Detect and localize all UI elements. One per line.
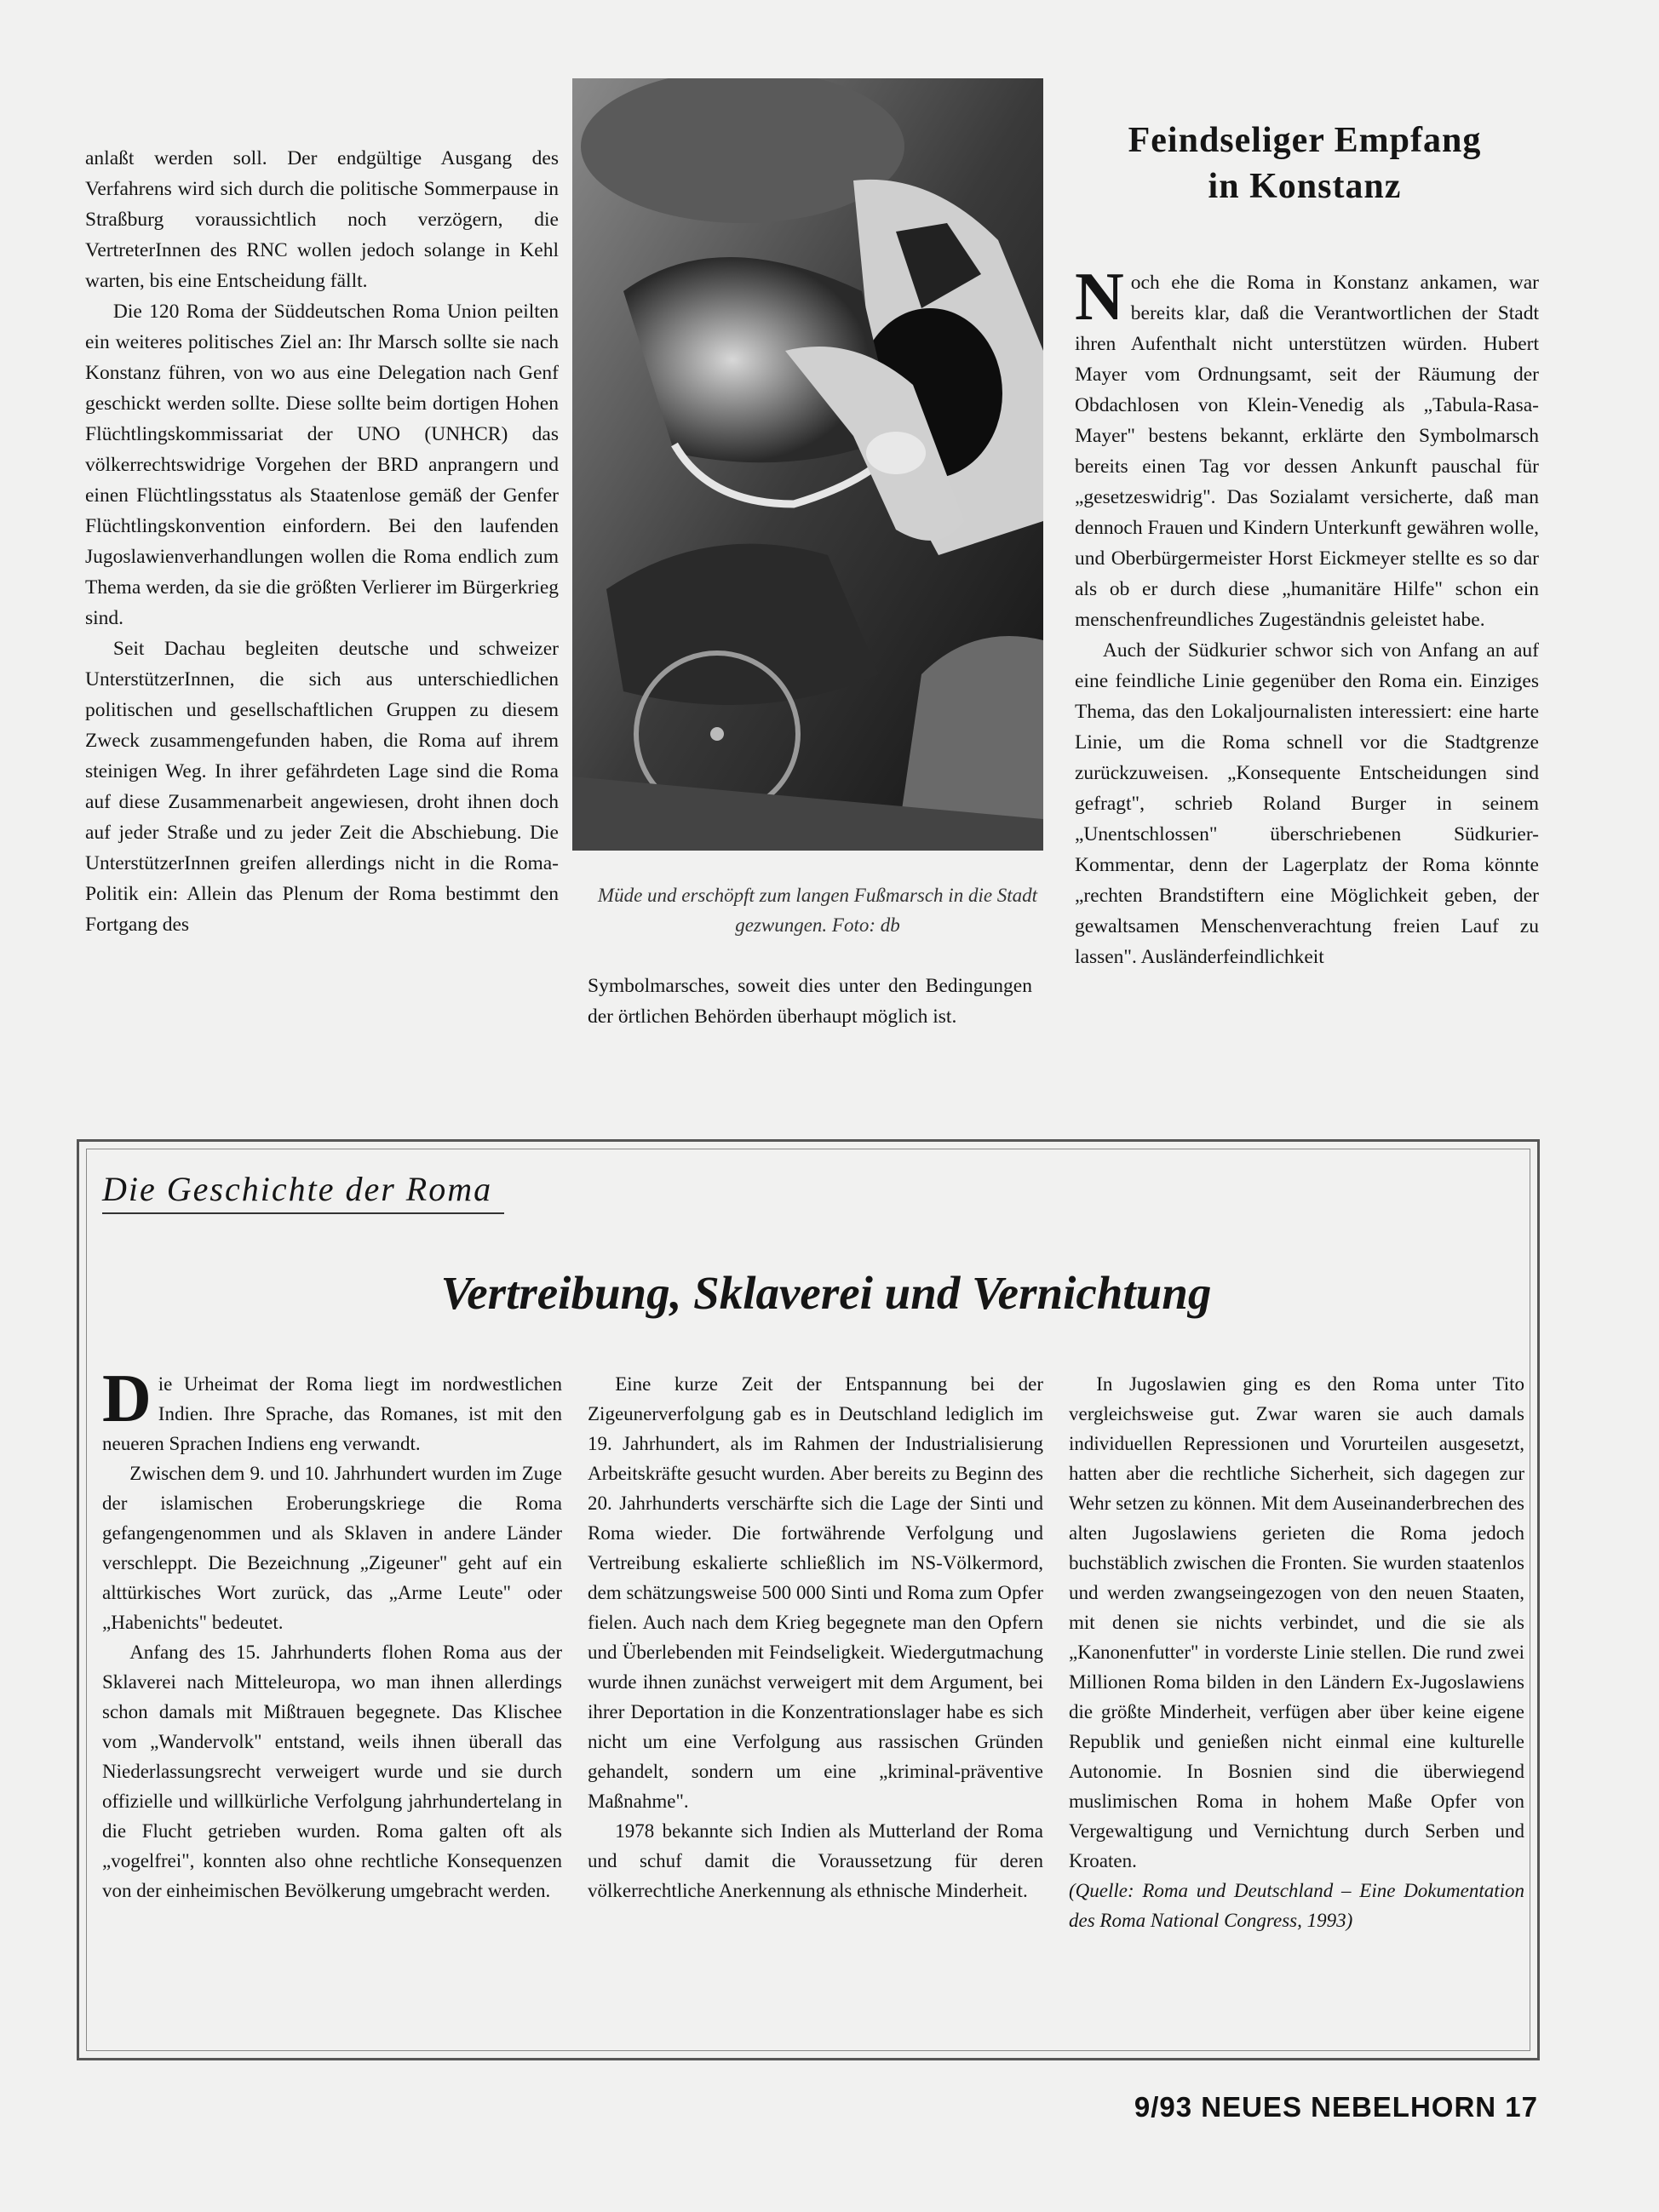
dropcap: D	[102, 1361, 152, 1436]
article-paragraph: Anfang des 15. Jahrhunderts flohen Roma aus der Sklaverei nach Mitteleuropa, wo man ihnen allerdings schon damals mit Mißtrauen begegnete. Das Klischee vom „Wandervolk" entstand, weils ihnen überall das Niederlassungsrecht verweigert wurde und sie durch offizielle und willkürliche Verfolgung jahrhundertelang in die Flucht getrieben wurden. Roma galten oft als „vogelfrei", konnten also ohne rechtliche Konsequenzen von der einheimischen Bevölkerung umgebracht werden.	[102, 1642, 562, 1901]
article-paragraph: Zwischen dem 9. und 10. Jahrhundert wurden im Zuge der islamischen Eroberungskriege die Roma gefangengenommen und als Sklaven in andere Länder verschleppt. Die Bezeichnung „Zigeuner" geht auf ein alttürkisches Wort zurück, das „Arme Leute" oder „Habenichts" bedeutet.	[102, 1463, 562, 1633]
history-column-1	[102, 1361, 562, 1905]
kicker-rule	[102, 1212, 504, 1214]
article-paragraph	[102, 1361, 562, 1458]
middle-column	[588, 971, 1032, 1032]
dropcap: N	[1075, 260, 1124, 335]
article-paragraph	[1075, 260, 1539, 635]
box-headline: Vertreibung, Sklaverei und Vernichtung	[440, 1267, 1212, 1319]
paragraph-text: och ehe die Roma in Konstanz ankamen, war bereits klar, daß die Verantwortlichen der Stadt ihren Aufenthalt nicht unterstützen würden. Hubert Mayer vom Ordnungsamt, seit der Räumung der Obdachlosen von Klein-Venedig als „Tabula-Rasa-Mayer" bestens bekannt, erklärte den Symbolmarsch bereits einen Tag vor dessen Ankunft pauschal für „gesetzeswidrig". Das Sozialamt versicherte, daß man dennoch Frauen und Kindern Unterkunft gewähren wolle, und Oberbürgermeister Horst Eickmeyer stellte es so dar als ob er durch diese „humanitäre Hilfe" schon ein menschenfreundliches Zugeständnis geleistet habe.	[1075, 272, 1539, 631]
article-paragraph: anlaßt werden soll. Der endgültige Ausgang des Verfahrens wird sich durch die politische Sommerpause in Straßburg voraussichtlich noch verzögern, die VertreterInnen des RNC wollen jedoch solange in Kehl warten, bis eine Entscheidung fällt.	[85, 147, 559, 292]
top-left-column	[85, 143, 559, 940]
article-paragraph: Die 120 Roma der Süddeutschen Roma Union peilten ein weiteres politisches Ziel an: Ihr Marsch sollte sie nach Konstanz führen, von wo aus eine Delegation nach Genf geschickt werden sollte. Diese sollte beim dortigen Hohen Flüchtlingskommissariat der UNO (UNHCR) das völkerrechtswidrige Vorgehen der BRD anprangern und einen Flüchtlingsstatus als Staatenlose gemäß der Genfer Flüchtlingskonvention einfordern. Bei den laufenden Jugoslawienverhandlungen wollen die Roma endlich zum Thema werden, da sie die größten Verlierer im Bürgerkrieg sind.	[85, 301, 559, 629]
paragraph-text: ie Urheimat der Roma liegt im nordwestlichen Indien. Ihre Sprache, das Romanes, ist mit den neueren Sprachen Indiens eng verwandt.	[102, 1373, 562, 1454]
page-footer: 9/93 NEUES NEBELHORN 17	[1134, 2091, 1538, 2123]
photo-caption: Müde und erschöpft zum langen Fußmarsch in die Stadt gezwungen. Foto: db	[597, 885, 1038, 936]
article-photo	[572, 78, 1043, 851]
headline-line: in Konstanz	[1208, 167, 1402, 206]
box-kicker: Die Geschichte der Roma	[102, 1170, 493, 1208]
article-paragraph: Seit Dachau begleiten deutsche und schweizer UnterstützerInnen, die sich aus unterschiedlichen politischen und gesellschaftlichen Gruppen zu diesem Zweck zusammengefunden haben, die Roma auf ihrem steinigen Weg. In ihrer gefährdeten Lage sind die Roma auf diese Zusammenarbeit angewiesen, droht ihnen doch auf jeder Straße und zu jeder Zeit die Abschiebung. Die UnterstützerInnen greifen allerdings nicht in die Roma-Politik ein: Allein das Plenum der Roma bestimmt den Fortgang des	[85, 638, 559, 936]
article-headline	[1075, 117, 1535, 209]
source-note: (Quelle: Roma und Deutschland – Eine Dokumentation des Roma National Congress, 1993)	[1069, 1880, 1524, 1931]
article-paragraph: Auch der Südkurier schwor sich von Anfang an auf eine feindliche Linie gegenüber den Roma ein. Einziges Thema, das den Lokaljournalisten interessiert: eine harte Linie, um die Roma schnell vor die Stadtgrenze zurückzuweisen. „Konsequente Entscheidungen sind gefragt", schrieb Roland Burger in seinem „Unentschlossen" überschriebenen Südkurier-Kommentar, denn der Lagerplatz der Roma könnte „rechten Brandstiftern eine Möglichkeit geben, der gewaltsamen Menschenverachtung freien Lauf zu lassen". Ausländerfeindlichkeit	[1075, 639, 1539, 968]
history-column-2	[588, 1369, 1043, 1905]
photo-image	[572, 78, 1043, 851]
history-column-3	[1069, 1369, 1524, 1935]
right-column	[1075, 260, 1539, 972]
headline-line: Feindseliger Empfang	[1128, 121, 1482, 160]
article-paragraph: In Jugoslawien ging es den Roma unter Tito vergleichsweise gut. Zwar waren sie auch damals individuellen Repressionen und Vorurteilen ausgesetzt, hatten aber die rechtliche Sicherheit, sich dagegen zur Wehr setzen zu können. Mit dem Auseinanderbrechen des alten Jugoslawiens gerieten die Roma jedoch buchstäblich zwischen die Fronten. Sie wurden staatenlos und werden zwangseingezogen von den neuen Staaten, mit denen sie nichts verbindet, und die sie als „Kanonenfutter" in vorderste Linie stellen. Die rund zwei Millionen Roma bilden in den Ländern Ex-Jugoslawiens die größte Minderheit, verfügen aber über keine eigene Republik und genießen nicht einmal eine kulturelle Autonomie. In Bosnien sind die überwiegend muslimischen Roma in hohem Maße Opfer von Vergewaltigung und Vernichtung durch Serben und Kroaten.	[1069, 1373, 1524, 1871]
article-paragraph: Eine kurze Zeit der Entspannung bei der Zigeunerverfolgung gab es in Deutschland lediglich im 19. Jahrhundert, als im Rahmen der Industrialisierung Arbeitskräfte gesucht wurden. Aber bereits zu Beginn des 20. Jahrhunderts verschärfte sich die Lage der Sinti und Roma wieder. Die fortwährende Verfolgung und Vertreibung eskalierte schließlich im NS-Völkermord, dem schätzungsweise 500 000 Sinti und Roma zum Opfer fielen. Auch nach dem Krieg begegnete man den Opfern und Überlebenden mit Feindseligkeit. Wiedergutmachung wurde ihnen zunächst verweigert mit dem Argument, bei ihrer Deportation in die Konzentrationslager habe es sich nicht um eine Verfolgung aus rassischen Gründen gehandelt, sondern um eine „kriminal-präventive Maßnahme".	[588, 1373, 1043, 1812]
article-paragraph: Symbolmarsches, soweit dies unter den Bedingungen der örtlichen Behörden überhaupt möglich ist.	[588, 975, 1032, 1028]
article-paragraph: 1978 bekannte sich Indien als Mutterland der Roma und schuf damit die Voraussetzung für deren völkerrechtliche Anerkennung als ethnische Minderheit.	[588, 1820, 1043, 1901]
